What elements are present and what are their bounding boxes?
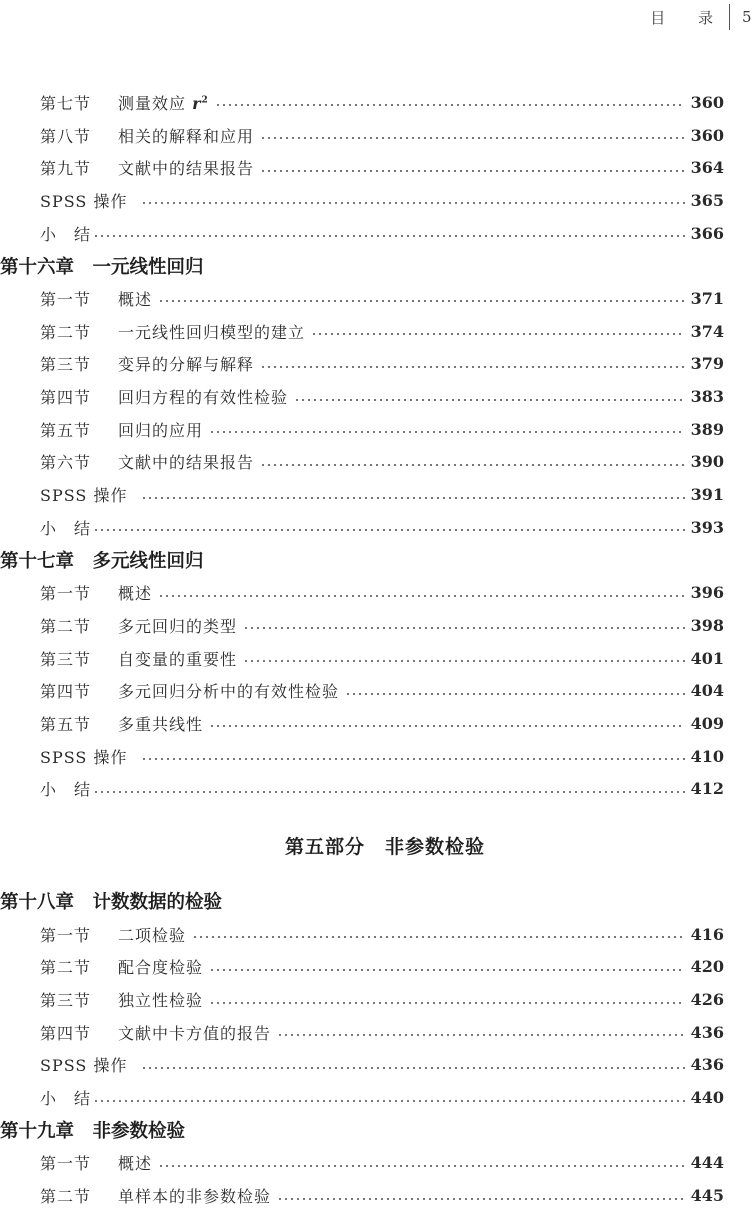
leader-dots	[209, 431, 685, 433]
section-title: 文献中的结果报告	[118, 159, 255, 179]
page-number: 440	[690, 1088, 724, 1108]
section-title: 多元回归分析中的有效性检验	[118, 682, 340, 702]
toc-entry[interactable]	[0, 951, 750, 984]
section-number: 第二节	[40, 616, 92, 636]
section-title: 自变量的重要性	[118, 649, 238, 669]
toc-entry[interactable]	[0, 740, 750, 773]
section-title: 变异的分解与解释	[118, 355, 255, 375]
page-number: 389	[690, 419, 724, 439]
part-title: 第五部分 非参数检验	[284, 835, 485, 858]
header-divider	[729, 4, 730, 30]
section-number: 小 结	[40, 224, 92, 244]
page-number: 390	[690, 452, 724, 472]
leader-dots	[277, 1034, 685, 1036]
toc-entry[interactable]	[0, 413, 750, 446]
section-number: SPSS 操作	[40, 191, 128, 211]
table-of-contents	[0, 86, 750, 1212]
section-number: 第八节	[40, 126, 92, 146]
section-number: 第七节	[40, 93, 92, 113]
toc-entry[interactable]	[0, 151, 750, 184]
section-number: SPSS 操作	[40, 1056, 128, 1076]
section-number: SPSS 操作	[40, 747, 128, 767]
section-title: 文献中卡方值的报告	[118, 1023, 272, 1043]
section-number: 第四节	[40, 388, 92, 408]
page-number: 426	[690, 990, 724, 1010]
page-number: 409	[690, 713, 724, 733]
page-number: 360	[690, 125, 724, 145]
toc-entry[interactable]	[0, 918, 750, 951]
page-number: 404	[690, 681, 724, 701]
toc-entry[interactable]	[0, 674, 750, 707]
section-number: 小 结	[40, 1089, 92, 1109]
section-title: 概述	[118, 1154, 153, 1174]
leader-dots	[260, 137, 685, 139]
toc-entry[interactable]	[0, 1049, 750, 1082]
section-number: 第九节	[40, 159, 92, 179]
section-number: SPSS 操作	[40, 486, 128, 506]
leader-dots	[209, 969, 685, 971]
page-number: 364	[690, 158, 724, 178]
leader-dots	[93, 529, 685, 531]
toc-entry[interactable]	[0, 1081, 750, 1114]
leader-dots	[260, 366, 685, 368]
section-number: 第三节	[40, 991, 92, 1011]
toc-entry[interactable]	[0, 315, 750, 348]
section-number: 小 结	[40, 518, 92, 538]
section-number: 第二节	[40, 322, 92, 342]
toc-entry[interactable]	[0, 707, 750, 740]
leader-dots	[158, 1165, 685, 1167]
leader-dots	[192, 936, 685, 938]
leader-dots	[277, 1198, 685, 1200]
section-number: 第三节	[40, 649, 92, 669]
section-number: 第二节	[40, 1187, 92, 1207]
leader-dots	[141, 1067, 684, 1069]
page-number: 371	[690, 288, 724, 308]
section-number: 第六节	[40, 453, 92, 473]
section-title: 多重共线性	[118, 714, 204, 734]
page-number: 396	[690, 583, 724, 603]
section-title: 概述	[118, 289, 153, 309]
leader-dots	[209, 725, 685, 727]
leader-dots	[141, 202, 684, 204]
page-number: 383	[690, 387, 724, 407]
page-number: 360	[690, 92, 724, 112]
leader-dots	[243, 627, 685, 629]
leader-dots	[158, 300, 685, 302]
page-number: 398	[690, 615, 724, 635]
leader-dots	[141, 758, 684, 760]
leader-dots	[93, 1100, 685, 1102]
chapter-title: 第十八章 计数数据的检验	[0, 892, 223, 914]
leader-dots	[294, 399, 685, 401]
section-number: 第二节	[40, 958, 92, 978]
section-number: 第四节	[40, 682, 92, 702]
toc-entry[interactable]	[0, 1016, 750, 1049]
section-title: 配合度检验	[118, 958, 204, 978]
page-number: 391	[690, 485, 724, 505]
toc-entry[interactable]	[0, 184, 750, 217]
leader-dots	[209, 1002, 685, 1004]
toc-entry[interactable]	[0, 576, 750, 609]
page-number: 393	[690, 517, 724, 537]
toc-entry[interactable]	[0, 609, 750, 642]
leader-dots	[243, 660, 685, 662]
toc-entry[interactable]	[0, 119, 750, 152]
page-number: 436	[690, 1055, 724, 1075]
leader-dots	[93, 235, 685, 237]
math-symbol: $r^2$	[192, 93, 209, 113]
page-number: 365	[690, 190, 724, 210]
page-number: 401	[690, 648, 724, 668]
toc-entry[interactable]	[0, 983, 750, 1016]
section-title: 二项检验	[118, 925, 187, 945]
toc-entry[interactable]	[0, 478, 750, 511]
section-number: 小 结	[40, 780, 92, 800]
toc-entry[interactable]	[0, 446, 750, 479]
chapter-heading[interactable]	[0, 1114, 750, 1147]
leader-dots	[215, 104, 685, 106]
section-title: 文献中的结果报告	[118, 453, 255, 473]
section-number: 第三节	[40, 355, 92, 375]
toc-entry[interactable]	[0, 772, 750, 805]
section-title: 一元线性回归模型的建立	[118, 322, 306, 342]
page-number: 366	[690, 223, 724, 243]
section-title: 测量效应	[118, 93, 187, 113]
toc-entry[interactable]	[0, 217, 750, 250]
toc-entry[interactable]	[0, 1179, 750, 1212]
page-number: 410	[690, 746, 724, 766]
leader-dots	[260, 464, 685, 466]
toc-entry[interactable]	[0, 86, 750, 119]
page-number: 416	[690, 924, 724, 944]
chapter-heading[interactable]	[0, 249, 750, 282]
section-title: 概述	[118, 584, 153, 604]
section-number: 第一节	[40, 1154, 92, 1174]
leader-dots	[311, 333, 685, 335]
section-number: 第五节	[40, 420, 92, 440]
chapter-title: 第十九章 非参数检验	[0, 1121, 186, 1143]
leader-dots	[158, 595, 685, 597]
page-number: 444	[690, 1153, 724, 1173]
chapter-heading[interactable]	[0, 885, 750, 918]
section-title: 回归的应用	[118, 420, 204, 440]
section-number: 第五节	[40, 714, 92, 734]
leader-dots	[260, 170, 685, 172]
page-number: 436	[690, 1022, 724, 1042]
section-title: 独立性检验	[118, 991, 204, 1011]
toc-entry[interactable]	[0, 1147, 750, 1180]
header-page-number: 5	[742, 8, 752, 26]
section-number: 第一节	[40, 584, 92, 604]
section-number: 第一节	[40, 925, 92, 945]
section-title: 回归方程的有效性检验	[118, 388, 289, 408]
toc-entry[interactable]	[0, 511, 750, 544]
section-number: 第一节	[40, 289, 92, 309]
page-number: 374	[690, 321, 724, 341]
page-number: 420	[690, 957, 724, 977]
chapter-title: 第十六章 一元线性回归	[0, 256, 204, 278]
leader-dots	[141, 497, 684, 499]
chapter-heading[interactable]	[0, 544, 750, 577]
leader-dots	[93, 791, 685, 793]
section-title: 单样本的非参数检验	[118, 1187, 272, 1207]
chapter-title: 第十七章 多元线性回归	[0, 550, 204, 572]
leader-dots	[345, 693, 685, 695]
section-title: 相关的解释和应用	[118, 126, 255, 146]
page-number: 412	[690, 779, 724, 799]
section-number: 第四节	[40, 1023, 92, 1043]
running-header	[650, 4, 750, 30]
page-number: 445	[690, 1186, 724, 1206]
toc-entry[interactable]	[0, 380, 750, 413]
toc-entry[interactable]	[0, 282, 750, 315]
toc-entry[interactable]	[0, 642, 750, 675]
toc-entry[interactable]	[0, 348, 750, 381]
section-title: 多元回归的类型	[118, 616, 238, 636]
page-number: 379	[690, 354, 724, 374]
part-heading[interactable]	[0, 805, 750, 885]
header-title: 目 录	[650, 8, 727, 27]
